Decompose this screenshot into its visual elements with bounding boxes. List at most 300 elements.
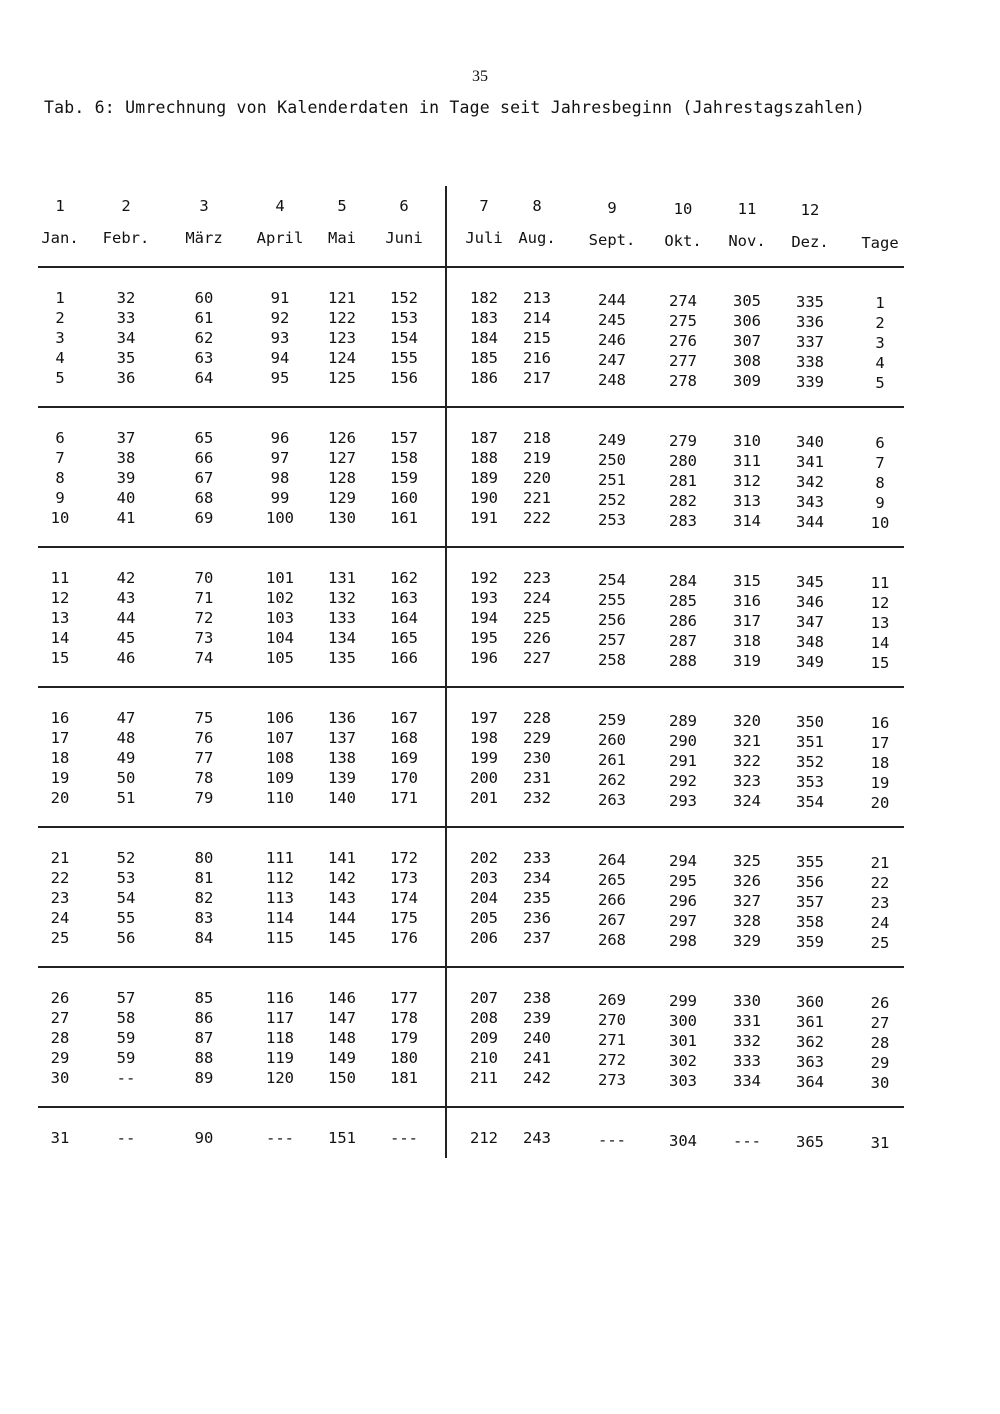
day-number-cell: 13 xyxy=(50,609,70,627)
day-number-cell: 200 xyxy=(470,769,498,787)
day-number-cell: 353 xyxy=(796,773,824,791)
day-number-cell: 64 xyxy=(194,369,214,387)
day-number-cell: 254 xyxy=(598,571,626,589)
day-group xyxy=(648,711,718,811)
day-group xyxy=(648,431,718,531)
day-number-cell: 122 xyxy=(328,309,356,327)
day-number-cell: 277 xyxy=(669,352,697,370)
day-group xyxy=(502,568,572,668)
day-number-cell: 189 xyxy=(470,469,498,487)
day-number-cell: 250 xyxy=(598,451,626,469)
day-number-cell: 289 xyxy=(669,712,697,730)
day-number-cell: 322 xyxy=(733,752,761,770)
day-number-cell: 284 xyxy=(669,572,697,590)
day-number-cell: 267 xyxy=(598,911,626,929)
column-number: 10 xyxy=(673,200,693,218)
day-group xyxy=(91,988,161,1088)
day-number-cell: 293 xyxy=(669,792,697,810)
day-number-cell: 141 xyxy=(328,849,356,867)
day-number-cell: 358 xyxy=(796,913,824,931)
day-number-cell: 54 xyxy=(116,889,136,907)
day-number-cell: 317 xyxy=(733,612,761,630)
day-number-cell: 199 xyxy=(470,749,498,767)
day-group xyxy=(307,288,377,388)
day-number-cell: 154 xyxy=(390,329,418,347)
day-number-cell: 194 xyxy=(470,609,498,627)
day-number-cell: 327 xyxy=(733,892,761,910)
day-number-cell: --- xyxy=(598,1131,626,1149)
column-header: März xyxy=(185,229,223,247)
day-number-cell: 296 xyxy=(669,892,697,910)
day-number-cell: 158 xyxy=(390,449,418,467)
day-group xyxy=(648,991,718,1091)
day-group xyxy=(577,990,647,1090)
day-group xyxy=(25,428,95,528)
column-number: 9 xyxy=(607,199,617,217)
day-group xyxy=(307,1128,377,1148)
day-number-cell: 168 xyxy=(390,729,418,747)
day-number-cell: 339 xyxy=(796,373,824,391)
day-number-cell: 304 xyxy=(669,1132,697,1150)
day-number-cell: 208 xyxy=(470,1009,498,1027)
column-number: 8 xyxy=(532,197,542,215)
day-number-cell: 332 xyxy=(733,1032,761,1050)
day-number-cell: 20 xyxy=(870,794,890,812)
day-number-cell: 67 xyxy=(194,469,214,487)
day-number-cell: 89 xyxy=(194,1069,214,1087)
day-number-cell: 169 xyxy=(390,749,418,767)
day-number-cell: 150 xyxy=(328,1069,356,1087)
day-number-cell: 257 xyxy=(598,631,626,649)
day-group xyxy=(845,433,915,533)
day-number-cell: 1 xyxy=(55,289,65,307)
day-number-cell: 326 xyxy=(733,872,761,890)
day-number-cell: 303 xyxy=(669,1072,697,1090)
day-number-cell: 234 xyxy=(523,869,551,887)
day-number-cell: 127 xyxy=(328,449,356,467)
day-number-cell: 251 xyxy=(598,471,626,489)
day-number-cell: 314 xyxy=(733,512,761,530)
day-number-cell: 125 xyxy=(328,369,356,387)
day-group xyxy=(712,1131,782,1151)
day-number-cell: 149 xyxy=(328,1049,356,1067)
day-number-cell: 331 xyxy=(733,1012,761,1030)
day-group xyxy=(369,568,439,668)
day-number-cell: 297 xyxy=(669,912,697,930)
day-group xyxy=(775,1132,845,1152)
day-number-cell: 152 xyxy=(390,289,418,307)
day-number-cell: 233 xyxy=(523,849,551,867)
group-separator-line xyxy=(38,546,904,548)
day-number-cell: 63 xyxy=(194,349,214,367)
day-number-cell: 246 xyxy=(598,331,626,349)
day-number-cell: 5 xyxy=(55,369,65,387)
day-number-cell: 3 xyxy=(55,329,65,347)
day-number-cell: 309 xyxy=(733,372,761,390)
day-number-cell: 290 xyxy=(669,732,697,750)
day-number-cell: 29 xyxy=(50,1049,70,1067)
day-number-cell: 155 xyxy=(390,349,418,367)
day-number-cell: 146 xyxy=(328,989,356,1007)
day-number-cell: 175 xyxy=(390,909,418,927)
day-number-cell: 120 xyxy=(266,1069,294,1087)
group-separator-line xyxy=(38,686,904,688)
day-number-cell: 69 xyxy=(194,509,214,527)
day-number-cell: 213 xyxy=(523,289,551,307)
day-number-cell: 108 xyxy=(266,749,294,767)
day-number-cell: 188 xyxy=(470,449,498,467)
day-number-cell: 4 xyxy=(55,349,65,367)
column-number: 12 xyxy=(800,201,820,219)
day-number-cell: 12 xyxy=(50,589,70,607)
day-group xyxy=(307,428,377,528)
day-number-cell: 4 xyxy=(875,354,885,372)
column-header: Juni xyxy=(385,229,423,247)
day-group xyxy=(502,848,572,948)
day-number-cell: 180 xyxy=(390,1049,418,1067)
day-number-cell: 174 xyxy=(390,889,418,907)
day-group xyxy=(369,428,439,528)
day-number-cell: 271 xyxy=(598,1031,626,1049)
day-number-cell: 259 xyxy=(598,711,626,729)
day-group xyxy=(91,288,161,388)
day-number-cell: 151 xyxy=(328,1129,356,1147)
day-number-cell: 36 xyxy=(116,369,136,387)
day-group xyxy=(25,708,95,808)
column-header: Jan. xyxy=(41,229,79,247)
day-number-cell: 128 xyxy=(328,469,356,487)
day-group xyxy=(648,291,718,391)
day-number-cell: 59 xyxy=(116,1049,136,1067)
day-group xyxy=(91,1128,161,1148)
day-number-cell: 253 xyxy=(598,511,626,529)
day-number-cell: 28 xyxy=(870,1034,890,1052)
day-number-cell: 359 xyxy=(796,933,824,951)
day-number-cell: 135 xyxy=(328,649,356,667)
day-number-cell: 29 xyxy=(870,1054,890,1072)
day-number-cell: 83 xyxy=(194,909,214,927)
day-number-cell: 355 xyxy=(796,853,824,871)
day-number-cell: 58 xyxy=(116,1009,136,1027)
day-number-cell: 30 xyxy=(870,1074,890,1092)
day-group xyxy=(775,572,845,672)
day-number-cell: 6 xyxy=(875,434,885,452)
day-number-cell: 300 xyxy=(669,1012,697,1030)
day-number-cell: 272 xyxy=(598,1051,626,1069)
day-group xyxy=(369,1128,439,1148)
day-group xyxy=(712,291,782,391)
day-group xyxy=(577,710,647,810)
day-number-cell: 23 xyxy=(870,894,890,912)
day-number-cell: 201 xyxy=(470,789,498,807)
column-number: 5 xyxy=(337,197,347,215)
group-separator-line xyxy=(38,826,904,828)
day-number-cell: 281 xyxy=(669,472,697,490)
day-number-cell: 287 xyxy=(669,632,697,650)
day-number-cell: 31 xyxy=(50,1129,70,1147)
day-number-cell: 279 xyxy=(669,432,697,450)
day-number-cell: 228 xyxy=(523,709,551,727)
day-group xyxy=(712,851,782,951)
day-number-cell: 101 xyxy=(266,569,294,587)
day-number-cell: 160 xyxy=(390,489,418,507)
day-number-cell: 286 xyxy=(669,612,697,630)
day-number-cell: 298 xyxy=(669,932,697,950)
day-group xyxy=(712,991,782,1091)
day-number-cell: 113 xyxy=(266,889,294,907)
day-number-cell: 311 xyxy=(733,452,761,470)
day-number-cell: 96 xyxy=(270,429,290,447)
day-number-cell: 75 xyxy=(194,709,214,727)
day-number-cell: 179 xyxy=(390,1029,418,1047)
day-number-cell: 217 xyxy=(523,369,551,387)
day-number-cell: 288 xyxy=(669,652,697,670)
day-group xyxy=(245,288,315,388)
day-number-cell: 242 xyxy=(523,1069,551,1087)
day-number-cell: 117 xyxy=(266,1009,294,1027)
day-number-cell: 27 xyxy=(50,1009,70,1027)
day-number-cell: 156 xyxy=(390,369,418,387)
day-number-cell: 205 xyxy=(470,909,498,927)
day-group xyxy=(775,852,845,952)
day-number-cell: 308 xyxy=(733,352,761,370)
day-number-cell: 324 xyxy=(733,792,761,810)
day-group xyxy=(169,568,239,668)
day-group xyxy=(845,1133,915,1153)
day-number-cell: 86 xyxy=(194,1009,214,1027)
day-number-cell: 22 xyxy=(50,869,70,887)
day-number-cell: 40 xyxy=(116,489,136,507)
day-number-cell: 138 xyxy=(328,749,356,767)
day-number-cell: 190 xyxy=(470,489,498,507)
day-number-cell: --- xyxy=(390,1129,418,1147)
day-number-cell: 24 xyxy=(870,914,890,932)
day-number-cell: 221 xyxy=(523,489,551,507)
day-number-cell: 235 xyxy=(523,889,551,907)
group-separator-line xyxy=(38,1106,904,1108)
day-number-cell: 218 xyxy=(523,429,551,447)
day-number-cell: 364 xyxy=(796,1073,824,1091)
day-group xyxy=(712,431,782,531)
day-group xyxy=(245,428,315,528)
day-number-cell: 182 xyxy=(470,289,498,307)
day-number-cell: 334 xyxy=(733,1072,761,1090)
day-number-cell: 94 xyxy=(270,349,290,367)
day-number-cell: 82 xyxy=(194,889,214,907)
day-number-cell: --- xyxy=(733,1132,761,1150)
day-group xyxy=(169,988,239,1088)
column-header: Aug. xyxy=(518,229,556,247)
day-number-cell: 26 xyxy=(870,994,890,1012)
day-group xyxy=(25,988,95,1088)
day-number-cell: 231 xyxy=(523,769,551,787)
day-number-cell: 269 xyxy=(598,991,626,1009)
day-number-cell: 312 xyxy=(733,472,761,490)
day-group xyxy=(845,993,915,1093)
day-number-cell: 352 xyxy=(796,753,824,771)
day-group xyxy=(369,988,439,1088)
day-number-cell: 79 xyxy=(194,789,214,807)
day-number-cell: 305 xyxy=(733,292,761,310)
day-number-cell: 134 xyxy=(328,629,356,647)
day-number-cell: 11 xyxy=(870,574,890,592)
day-group xyxy=(502,988,572,1088)
day-number-cell: 343 xyxy=(796,493,824,511)
day-number-cell: 21 xyxy=(50,849,70,867)
day-number-cell: 363 xyxy=(796,1053,824,1071)
day-number-cell: 268 xyxy=(598,931,626,949)
day-number-cell: 71 xyxy=(194,589,214,607)
day-group xyxy=(169,708,239,808)
day-group xyxy=(245,1128,315,1148)
day-number-cell: 80 xyxy=(194,849,214,867)
day-number-cell: 57 xyxy=(116,989,136,1007)
day-number-cell: 44 xyxy=(116,609,136,627)
day-number-cell: 236 xyxy=(523,909,551,927)
day-group xyxy=(169,848,239,948)
day-number-cell: 157 xyxy=(390,429,418,447)
day-number-cell: 144 xyxy=(328,909,356,927)
day-number-cell: 337 xyxy=(796,333,824,351)
day-number-cell: 28 xyxy=(50,1029,70,1047)
day-number-cell: 19 xyxy=(870,774,890,792)
day-group xyxy=(25,288,95,388)
day-number-cell: 62 xyxy=(194,329,214,347)
day-number-cell: 14 xyxy=(870,634,890,652)
day-group xyxy=(91,568,161,668)
day-number-cell: 34 xyxy=(116,329,136,347)
day-group xyxy=(775,432,845,532)
day-number-cell: 90 xyxy=(194,1129,214,1147)
day-number-cell: 325 xyxy=(733,852,761,870)
day-number-cell: 341 xyxy=(796,453,824,471)
day-number-cell: 285 xyxy=(669,592,697,610)
day-number-cell: 354 xyxy=(796,793,824,811)
day-number-cell: 195 xyxy=(470,629,498,647)
day-number-cell: 140 xyxy=(328,789,356,807)
column-number: 4 xyxy=(275,197,285,215)
day-number-cell: 323 xyxy=(733,772,761,790)
day-number-cell: 74 xyxy=(194,649,214,667)
day-number-cell: 124 xyxy=(328,349,356,367)
day-number-cell: 211 xyxy=(470,1069,498,1087)
day-number-cell: 1 xyxy=(875,294,885,312)
day-number-cell: 203 xyxy=(470,869,498,887)
day-number-cell: 16 xyxy=(50,709,70,727)
day-number-cell: 22 xyxy=(870,874,890,892)
column-header: Febr. xyxy=(102,229,150,247)
day-number-cell: 163 xyxy=(390,589,418,607)
day-number-cell: 85 xyxy=(194,989,214,1007)
day-number-cell: 19 xyxy=(50,769,70,787)
day-group xyxy=(25,568,95,668)
day-number-cell: 115 xyxy=(266,929,294,947)
day-number-cell: 347 xyxy=(796,613,824,631)
day-number-cell: 126 xyxy=(328,429,356,447)
day-number-cell: 16 xyxy=(870,714,890,732)
group-separator-line xyxy=(38,966,904,968)
day-number-cell: 7 xyxy=(55,449,65,467)
day-number-cell: 173 xyxy=(390,869,418,887)
day-number-cell: 129 xyxy=(328,489,356,507)
day-number-cell: 215 xyxy=(523,329,551,347)
day-number-cell: 361 xyxy=(796,1013,824,1031)
day-group xyxy=(845,573,915,673)
day-number-cell: 38 xyxy=(116,449,136,467)
day-number-cell: 68 xyxy=(194,489,214,507)
day-number-cell: 345 xyxy=(796,573,824,591)
day-number-cell: 33 xyxy=(116,309,136,327)
day-group xyxy=(369,708,439,808)
day-number-cell: 306 xyxy=(733,312,761,330)
day-number-cell: 142 xyxy=(328,869,356,887)
day-number-cell: 37 xyxy=(116,429,136,447)
day-number-cell: 136 xyxy=(328,709,356,727)
day-group xyxy=(775,992,845,1092)
column-number: 3 xyxy=(199,197,209,215)
day-number-cell: 220 xyxy=(523,469,551,487)
column-header: Mai xyxy=(328,229,356,247)
day-number-cell: 132 xyxy=(328,589,356,607)
day-number-cell: 162 xyxy=(390,569,418,587)
day-number-cell: 8 xyxy=(55,469,65,487)
day-number-cell: 32 xyxy=(116,289,136,307)
day-number-cell: 165 xyxy=(390,629,418,647)
day-number-cell: 249 xyxy=(598,431,626,449)
day-group xyxy=(577,570,647,670)
column-number: 1 xyxy=(55,197,65,215)
day-group xyxy=(245,568,315,668)
day-number-cell: 172 xyxy=(390,849,418,867)
day-number-cell: 59 xyxy=(116,1029,136,1047)
day-number-cell: 166 xyxy=(390,649,418,667)
column-header: April xyxy=(256,229,304,247)
day-number-cell: 5 xyxy=(875,374,885,392)
day-number-cell: 216 xyxy=(523,349,551,367)
day-number-cell: 20 xyxy=(50,789,70,807)
day-group xyxy=(775,292,845,392)
day-number-cell: 15 xyxy=(870,654,890,672)
day-group xyxy=(502,1128,572,1148)
day-group xyxy=(577,290,647,390)
day-number-cell: 291 xyxy=(669,752,697,770)
day-number-cell: 35 xyxy=(116,349,136,367)
day-number-cell: 7 xyxy=(875,454,885,472)
day-number-cell: 224 xyxy=(523,589,551,607)
day-number-cell: 206 xyxy=(470,929,498,947)
day-number-cell: 51 xyxy=(116,789,136,807)
day-number-cell: 176 xyxy=(390,929,418,947)
month-divider-line xyxy=(445,186,447,1158)
day-group xyxy=(307,988,377,1088)
day-number-cell: 310 xyxy=(733,432,761,450)
day-number-cell: 119 xyxy=(266,1049,294,1067)
day-number-cell: 295 xyxy=(669,872,697,890)
day-number-cell: 49 xyxy=(116,749,136,767)
day-group xyxy=(91,848,161,948)
day-number-cell: 92 xyxy=(270,309,290,327)
day-group xyxy=(245,708,315,808)
day-number-cell: 61 xyxy=(194,309,214,327)
day-number-cell: 219 xyxy=(523,449,551,467)
day-number-cell: 329 xyxy=(733,932,761,950)
day-number-cell: 42 xyxy=(116,569,136,587)
day-number-cell: 280 xyxy=(669,452,697,470)
day-group xyxy=(369,848,439,948)
day-number-cell: 102 xyxy=(266,589,294,607)
day-number-cell: 8 xyxy=(875,474,885,492)
column-header: Nov. xyxy=(728,232,766,250)
